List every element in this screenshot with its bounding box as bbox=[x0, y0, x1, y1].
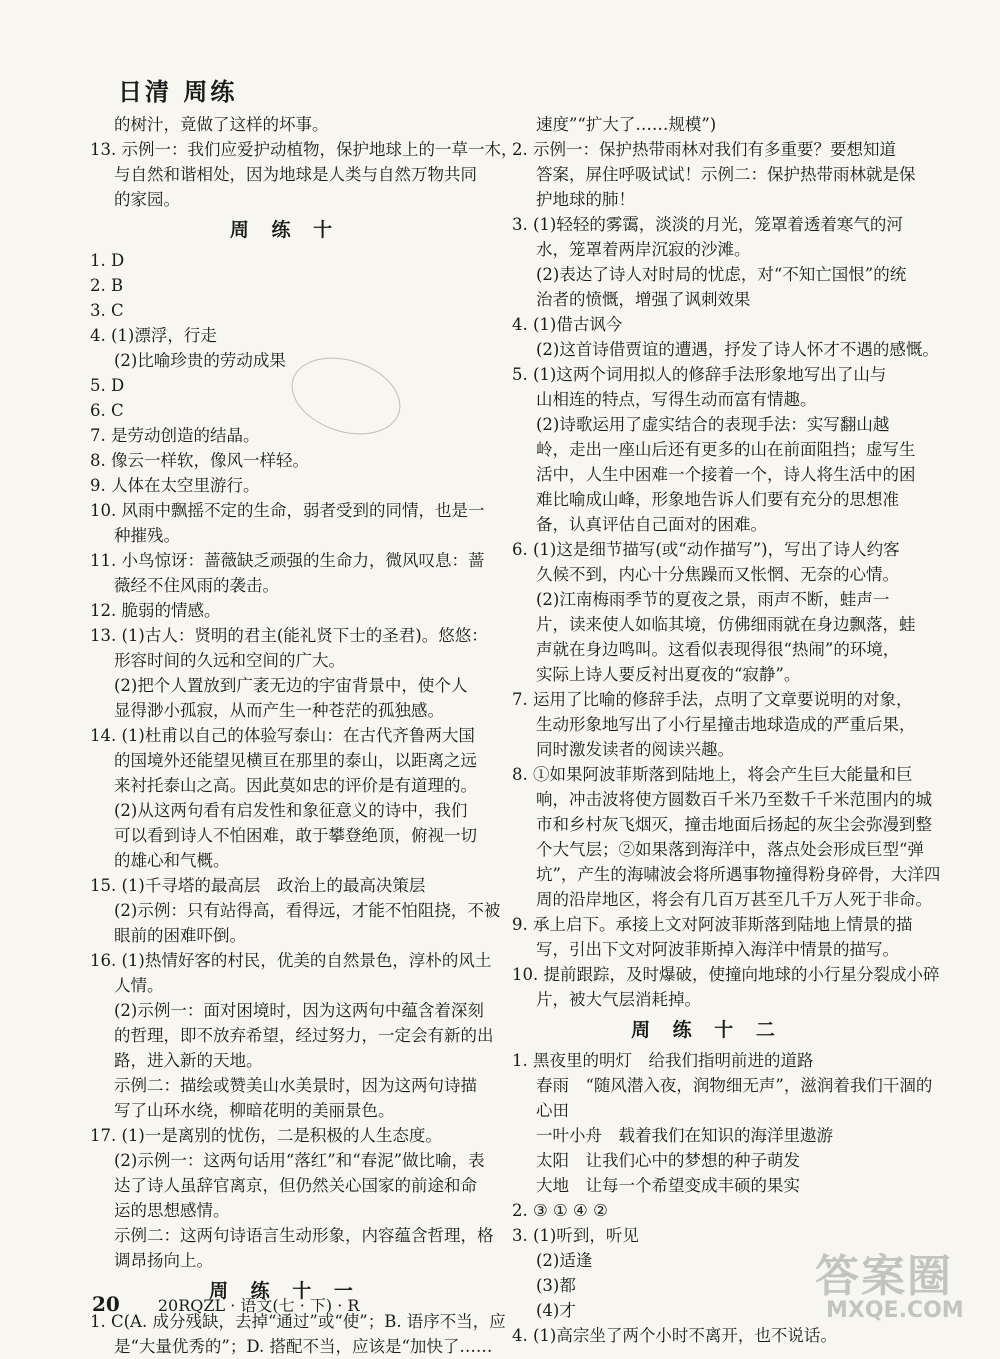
answer-line: 久候不到，内心十分焦躁而又怅惘、无奈的心情。 bbox=[536, 565, 899, 584]
answer-line: 个大气层；②如果落到海洋中，落点处会形成巨型“弹 bbox=[536, 840, 924, 859]
answer-line: 可以看到诗人不怕困难，敢于攀登绝顶，俯视一切 bbox=[114, 826, 477, 845]
answer-line: 13. 示例一：我们应爱护动植物，保护地球上的一草一木， bbox=[90, 140, 518, 159]
answer-line: (2)把个人置放到广袤无边的宇宙背景中，使个人 bbox=[114, 676, 468, 695]
answer-line: 心田 bbox=[536, 1101, 569, 1120]
answer-line: 人情。 bbox=[114, 976, 164, 995]
answer-line: 治者的愤慨，增强了讽刺效果 bbox=[536, 290, 751, 309]
answer-line: (2)江南梅雨季节的夏夜之景，雨声不断，蛙声一 bbox=[536, 590, 890, 609]
answer-line: 2. ③ ① ④ ② bbox=[512, 1201, 608, 1220]
answer-line: 的雄心和气概。 bbox=[114, 851, 230, 870]
answer-line: 4. (1)高宗坐了两个小时不离开，也不说话。 bbox=[512, 1326, 837, 1345]
answer-line: 实际上诗人要反衬出夏夜的“寂静”。 bbox=[536, 665, 801, 684]
left-column bbox=[90, 112, 518, 1359]
answer-line: (2)诗歌运用了虚实结合的表现手法：实写翻山越 bbox=[536, 415, 890, 434]
answer-line: 响，冲击波将使方圆数百千米乃至数千千米范围内的城 bbox=[536, 790, 932, 809]
answer-line: 显得渺小孤寂，从而产生一种苍茫的孤独感。 bbox=[114, 701, 444, 720]
answer-line: 眼前的困难吓倒。 bbox=[114, 926, 246, 945]
answer-line: 10. 风雨中飘摇不定的生命，弱者受到的同情，也是一 bbox=[90, 501, 485, 520]
page-number: 20 bbox=[92, 1292, 120, 1316]
answer-line: 同时激发读者的阅读兴趣。 bbox=[536, 740, 734, 759]
answer-line: 示例二：描绘或赞美山水美景时，因为这两句诗描 bbox=[114, 1076, 477, 1095]
answer-line: 8. 像云一样软，像风一样轻。 bbox=[90, 451, 309, 470]
answer-line: 护地球的肺！ bbox=[536, 190, 635, 209]
answer-line: 13. (1)古人：贤明的君主(能礼贤下士的圣君)。悠悠： bbox=[90, 626, 488, 645]
answer-line: 薇经不住风雨的袭击。 bbox=[114, 576, 279, 595]
answer-line: 1. D bbox=[90, 251, 125, 270]
answer-line: 达了诗人虽辞官离京，但仍然关心国家的前途和命 bbox=[114, 1176, 477, 1195]
answer-line: 形容时间的久远和空间的广大。 bbox=[114, 651, 345, 670]
answer-line: 示例二：这两句诗语言生动形象，内容蕴含哲理，格 bbox=[114, 1226, 494, 1245]
watermark-url: MXQE.COM bbox=[826, 1298, 964, 1323]
answer-line: 周的沿岸地区，将会有几百万甚至几千万人死于非命。 bbox=[536, 890, 932, 909]
answer-line: 的国境外还能望见横亘在那里的泰山，以距离之远 bbox=[114, 751, 477, 770]
answer-line: 4. (1)借古讽今 bbox=[512, 315, 623, 334]
answer-line: 片，读来使人如临其境，仿佛细雨就在身边飘落，蛙 bbox=[536, 615, 916, 634]
answer-line: 9. 承上启下。承接上文对阿波菲斯落到陆地上情景的描 bbox=[512, 915, 913, 934]
answer-line: 市和乡村灰飞烟灭，撞击地面后扬起的灰尘会弥漫到整 bbox=[536, 815, 932, 834]
answer-line: 17. (1)一是离别的忧伤，二是积极的人生态度。 bbox=[90, 1126, 442, 1145]
answer-line: 答案，屏住呼吸试试！示例二：保护热带雨林就是保 bbox=[536, 165, 916, 184]
answer-line: 水，笼罩着两岸沉寂的沙滩。 bbox=[536, 240, 751, 259]
answer-line: 3. (1)轻轻的雾霭，淡淡的月光，笼罩着透着寒气的河 bbox=[512, 215, 903, 234]
answer-line: 岭，走出一座山后还有更多的山在前面阻挡；虚写生 bbox=[536, 440, 916, 459]
answer-line: 种摧残。 bbox=[114, 526, 180, 545]
answer-line: 与自然和谐相处，因为地球是人类与自然万物共同 bbox=[114, 165, 477, 184]
answer-line: (2)示例一：这两句话用“落红”和“春泥”做比喻，表 bbox=[114, 1151, 485, 1170]
answer-line: (2)这首诗借贾谊的遭遇，抒发了诗人怀才不遇的感慨。 bbox=[536, 340, 939, 359]
answer-line: 9. 人体在太空里游行。 bbox=[90, 476, 260, 495]
answer-line: (2)示例一：面对困境时，因为这两句中蕴含着深刻 bbox=[114, 1001, 484, 1020]
answer-line: 2. 示例一：保护热带雨林对我们有多重要？要想知道 bbox=[512, 140, 896, 159]
answer-line: 8. ①如果阿波菲斯落到陆地上，将会产生巨大能量和巨 bbox=[512, 765, 913, 784]
section-heading: 周 练 十 二 bbox=[631, 1019, 783, 1041]
answer-line: 6. C bbox=[90, 401, 124, 420]
answer-line: (3)都 bbox=[536, 1276, 576, 1295]
answer-line: 7. 是劳动创造的结晶。 bbox=[90, 426, 260, 445]
answer-line: 7. 运用了比喻的修辞手法，点明了文章要说明的对象， bbox=[512, 690, 913, 709]
section-heading: 周 练 十 一 bbox=[209, 1280, 361, 1302]
answer-line: 2. B bbox=[90, 276, 124, 295]
answer-line: 12. 脆弱的情感。 bbox=[90, 601, 221, 620]
footer bbox=[92, 1292, 359, 1316]
answer-line: (2)从这两句看有启发性和象征意义的诗中，我们 bbox=[114, 801, 468, 820]
answer-line: 活中，人生中困难一个接着一个，诗人将生活中的困 bbox=[536, 465, 916, 484]
answer-line: 11. 小鸟惊讶：蔷薇缺乏顽强的生命力，微风叹息：蔷 bbox=[90, 551, 485, 570]
watermark-logo: 答案圈 bbox=[815, 1251, 953, 1302]
answer-line: 路，进入新的天地。 bbox=[114, 1051, 263, 1070]
answer-line: 一叶小舟 载着我们在知识的海洋里遨游 bbox=[536, 1126, 833, 1145]
answer-line: 16. (1)热情好客的村民，优美的自然景色，淳朴的风土 bbox=[90, 951, 492, 970]
answer-line: (4)才 bbox=[536, 1301, 576, 1320]
answer-line: 备，认真评估自己面对的困难。 bbox=[536, 515, 767, 534]
answer-line: 来衬托泰山之高。因此莫如忠的评价是有道理的。 bbox=[114, 776, 477, 795]
answer-line: 山相连的特点，写得生动而富有情趣。 bbox=[536, 390, 817, 409]
answer-line: 是“大量优秀的”；D. 搭配不当，应该是“加快了…… bbox=[114, 1337, 493, 1356]
answer-line: (2)比喻珍贵的劳动成果 bbox=[114, 351, 286, 370]
answer-line: 1. 黑夜里的明灯 给我们指明前进的道路 bbox=[512, 1051, 814, 1070]
answer-line: 声就在身边鸣叫。这看似表现得很“热闹”的环境， bbox=[536, 640, 900, 659]
answer-line: 大地 让每一个希望变成丰硕的果实 bbox=[536, 1176, 800, 1195]
answer-line: 的树汁，竟做了这样的坏事。 bbox=[114, 115, 329, 134]
answer-line: 春雨 “随风潜入夜，润物细无声”，滋润着我们干涸的 bbox=[536, 1076, 933, 1095]
answer-line: 运的思想感情。 bbox=[114, 1201, 230, 1220]
answer-line: 速度”“扩大了……规模”) bbox=[536, 115, 717, 134]
right-column bbox=[512, 112, 941, 1348]
answer-line: 生动形象地写出了小行星撞击地球造成的严重后果， bbox=[536, 715, 916, 734]
answer-line: 的家园。 bbox=[114, 190, 180, 209]
answer-line: 3. C bbox=[90, 301, 124, 320]
answer-line: 写了山环水绕，柳暗花明的美丽景色。 bbox=[114, 1101, 395, 1120]
answer-line: 难比喻成山峰，形象地告诉人们要有充分的思想准 bbox=[536, 490, 899, 509]
answer-line: 写，引出下文对阿波菲斯掉入海洋中情景的描写。 bbox=[536, 940, 899, 959]
answer-line: (2)适逢 bbox=[536, 1251, 593, 1270]
answer-line: 5. D bbox=[90, 376, 125, 395]
answer-line: 坑”，产生的海啸波会将所遇事物撞得粉身碎骨，大洋四 bbox=[536, 865, 941, 884]
section-heading: 周 练 十 bbox=[229, 219, 341, 241]
answer-line: 10. 提前跟踪，及时爆破，使撞向地球的小行星分裂成小碎 bbox=[512, 965, 940, 984]
answer-line: 5. (1)这两个词用拟人的修辞手法形象地写出了山与 bbox=[512, 365, 887, 384]
page-title: 日清 周练 bbox=[118, 78, 238, 106]
answer-line: 片，被大气层消耗掉。 bbox=[536, 990, 701, 1009]
answer-line: 3. (1)听到，听见 bbox=[512, 1226, 639, 1245]
answer-line: 1. C(A. 成分残缺，去掉“通过”或“使”；B. 语序不当，应 bbox=[90, 1312, 506, 1331]
answer-line: 太阳 让我们心中的梦想的种子萌发 bbox=[536, 1151, 800, 1170]
answer-line: 的哲理，即不放弃希望，经过努力，一定会有新的出 bbox=[114, 1026, 494, 1045]
answer-line: (2)示例：只有站得高，看得远，才能不怕阻挠，不被 bbox=[114, 901, 501, 920]
answer-line: 4. (1)漂浮，行走 bbox=[90, 326, 217, 345]
answer-line: 15. (1)千寻塔的最高层 政治上的最高决策层 bbox=[90, 876, 426, 895]
answer-line: 调昂扬向上。 bbox=[114, 1251, 213, 1270]
book-code: 20RQZL · 语文(七 · 下) · R bbox=[157, 1296, 360, 1315]
answer-line: 6. (1)这是细节描写(或“动作描写”)，写出了诗人约客 bbox=[512, 540, 900, 559]
answer-line: (2)表达了诗人对时局的忧虑，对“不知亡国恨”的统 bbox=[536, 265, 907, 284]
answer-line: 14. (1)杜甫以自己的体验写泰山：在古代齐鲁两大国 bbox=[90, 726, 475, 745]
